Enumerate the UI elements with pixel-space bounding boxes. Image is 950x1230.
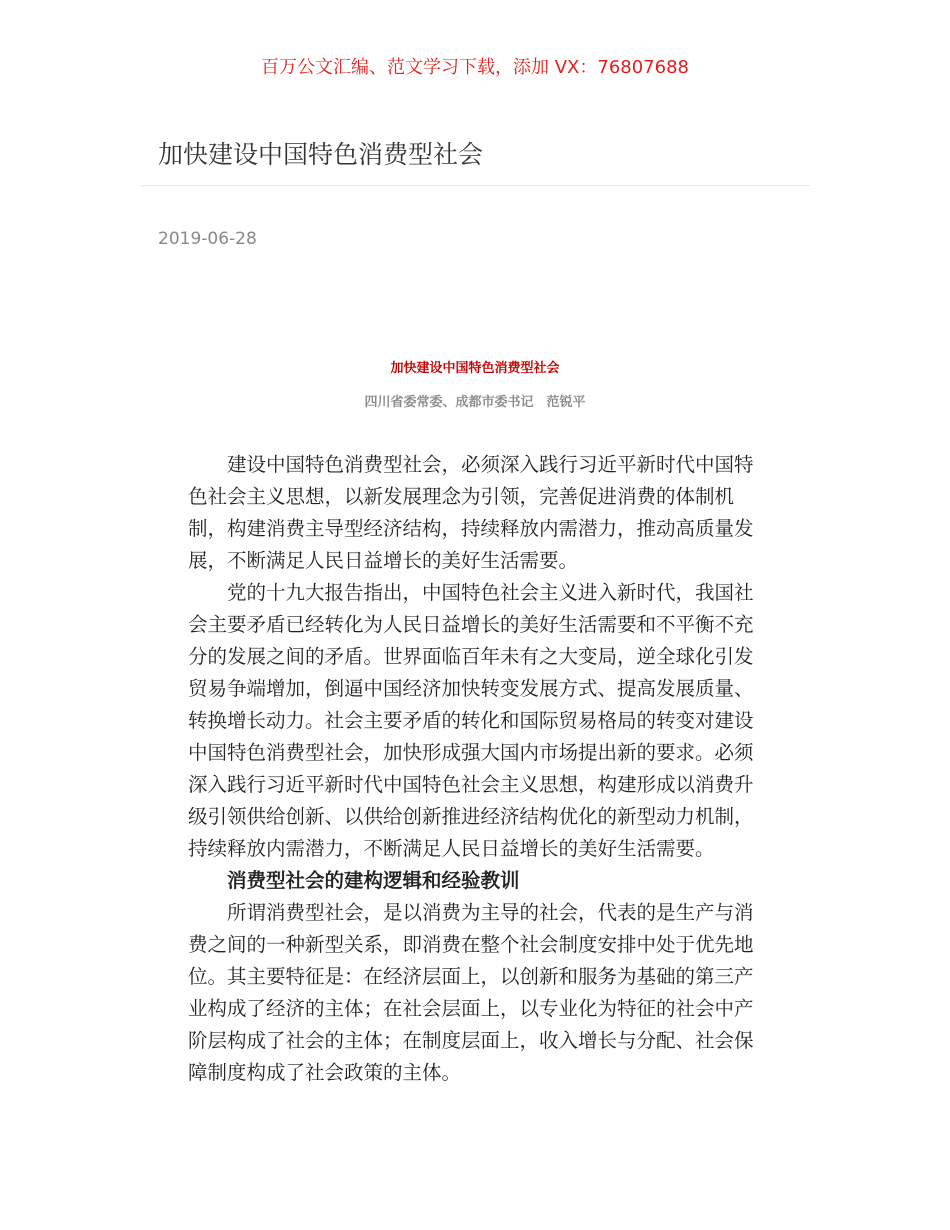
paragraph-line: 党的十九大报告指出，中国特色社会主义进入新时代，我国社 — [227, 581, 754, 604]
paragraph-line: 贸易争端增加，倒逼中国经济加快转变发展方式、提高发展质量、 — [188, 677, 754, 700]
paragraph-line: 业构成了经济的主体；在社会层面上，以专业化为特征的社会中产 — [188, 997, 754, 1020]
paragraph-line: 所谓消费型社会，是以消费为主导的社会，代表的是生产与消 — [227, 901, 754, 924]
paragraph-line: 展，不断满足人民日益增长的美好生活需要。 — [188, 549, 579, 572]
paragraph-line: 分的发展之间的矛盾。世界面临百年未有之大变局，逆全球化引发 — [188, 645, 754, 668]
page-title: 加快建设中国特色消费型社会 — [158, 140, 484, 169]
article-author: 四川省委常委、成都市委书记 范锐平 — [364, 395, 586, 410]
paragraph-line: 转换增长动力。社会主要矛盾的转化和国际贸易格局的转变对建设 — [188, 709, 754, 732]
download-banner: 百万公文汇编、范文学习下载，添加 VX：76807688 — [261, 57, 689, 78]
paragraph-line: 制，构建消费主导型经济结构，持续释放内需潜力，推动高质量发 — [188, 517, 754, 540]
paragraph-line: 级引领供给创新、以供给创新推进经济结构优化的新型动力机制， — [188, 805, 754, 828]
title-divider — [140, 185, 810, 186]
paragraph-line: 会主要矛盾已经转化为人民日益增长的美好生活需要和不平衡不充 — [188, 613, 754, 636]
paragraph-line: 障制度构成了社会政策的主体。 — [188, 1061, 462, 1084]
paragraph-line: 费之间的一种新型关系，即消费在整个社会制度安排中处于优先地 — [188, 933, 754, 956]
paragraph-line: 持续释放内需潜力，不断满足人民日益增长的美好生活需要。 — [188, 837, 715, 860]
article-body — [188, 449, 778, 1089]
section-heading: 消费型社会的建构逻辑和经验教训 — [227, 869, 520, 892]
paragraph-line: 位。其主要特征是：在经济层面上，以创新和服务为基础的第三产 — [188, 965, 754, 988]
publish-date: 2019-06-28 — [158, 229, 257, 249]
paragraph-line: 深入践行习近平新时代中国特色社会主义思想，构建形成以消费升 — [188, 773, 754, 796]
paragraph-line: 中国特色消费型社会，加快形成强大国内市场提出新的要求。必须 — [188, 741, 754, 764]
paragraph-line: 建设中国特色消费型社会，必须深入践行习近平新时代中国特 — [227, 453, 754, 476]
article-subtitle: 加快建设中国特色消费型社会 — [390, 361, 560, 376]
paragraph-line: 阶层构成了社会的主体；在制度层面上，收入增长与分配、社会保 — [188, 1029, 754, 1052]
paragraph-line: 色社会主义思想，以新发展理念为引领，完善促进消费的体制机 — [188, 485, 735, 508]
